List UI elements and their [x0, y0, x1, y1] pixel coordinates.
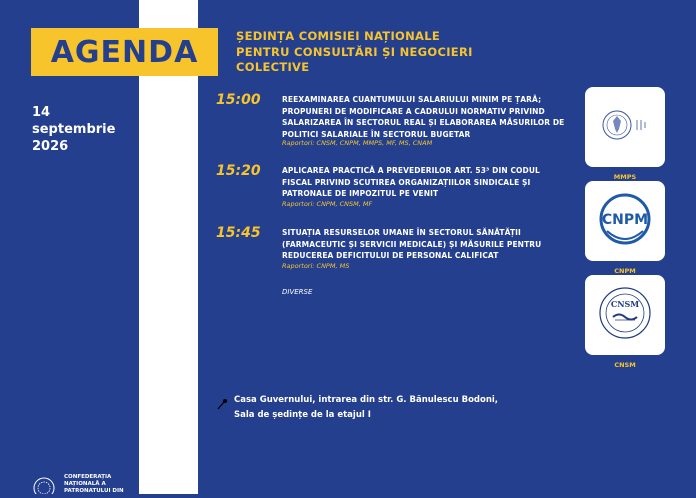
logo-label-cnsm: CNSM — [614, 361, 636, 369]
meeting-title: ȘEDINȚA COMISIEI NAȚIONALE PENTRU CONSULTĂRI ȘI NEGOCIERI COLECTIVE — [236, 29, 473, 74]
meeting-location — [234, 393, 498, 423]
item-title: REEXAMINAREA CUANTUMULUI SALARIULUI MINIM PE ȚARĂ; PROPUNERI DE MODIFICARE A CADRULUI NORMATIV PRIVIND SALARIZAREA ÎN SECTORUL REAL ȘI ELABORAREA MĂSURILOR DE POLITICI SALARIALE ÎN SECTORUL BUGETAR — [282, 95, 565, 139]
coat-of-arms-icon — [597, 105, 653, 149]
mmps-logo-card — [585, 87, 665, 167]
footer-line-1: CONFEDERAȚIA — [64, 474, 112, 480]
item-reporters: Raportori: CNPM, CNSM, MF — [282, 200, 373, 208]
confederation-logo-icon — [32, 476, 56, 498]
logo-label-cnpm: CNPM — [614, 267, 636, 275]
location-pin-icon — [216, 395, 228, 414]
location-line-1: Casa Guvernului, intrarea din str. G. Bănulescu Bodoni, — [234, 395, 499, 405]
item-title: SITUAȚIA RESURSELOR UMANE ÎN SECTORUL SĂNĂTĂȚII (FARMACEUTIC ȘI SERVICII MEDICALE) ȘI MĂSURILE PENTRU REDUCEREA DEFICITULUI DE PERSONAL CALIFICAT — [282, 228, 542, 260]
item-time: 15:20 — [216, 163, 261, 179]
cnpm-logo-text: CNPM — [601, 212, 649, 228]
item-time: 15:45 — [216, 225, 261, 241]
item-time: 15:00 — [216, 92, 261, 108]
item-title: APLICAREA PRACTICĂ A PREVEDERILOR ART. 53³ DIN CODUL FISCAL PRIVIND SCUTIREA ORGANIZAȚIILOR SINDICALE ȘI PATRONALE DE IMPOZITUL PE VENIT — [282, 166, 540, 198]
cnsm-logo — [597, 285, 653, 345]
footer-line-2: NAȚIONALĂ A — [64, 481, 106, 487]
diverse-label: DIVERSE — [282, 288, 313, 296]
footer-line-3: PATRONATULUI DIN — [64, 488, 124, 494]
cnsm-logo-text: CNSM — [610, 299, 640, 309]
cnsm-logo-card — [585, 275, 665, 355]
cnpm-logo-card — [585, 181, 665, 261]
meeting-date: 14 septembrie 2026 — [32, 105, 116, 154]
confederation-name — [64, 474, 144, 495]
item-reporters: Raportori: CNSM, CNPM, MMPS, MF, MS, CNAM — [282, 139, 433, 147]
item-reporters: Raportori: CNPM, MS — [282, 262, 350, 270]
cnpm-logo — [597, 191, 653, 251]
agenda-badge — [31, 28, 218, 76]
location-line-2: Sala de ședințe de la etajul I — [234, 410, 371, 420]
agenda-label: AGENDA — [50, 34, 199, 70]
logo-label-mmps: MMPS — [613, 173, 637, 181]
